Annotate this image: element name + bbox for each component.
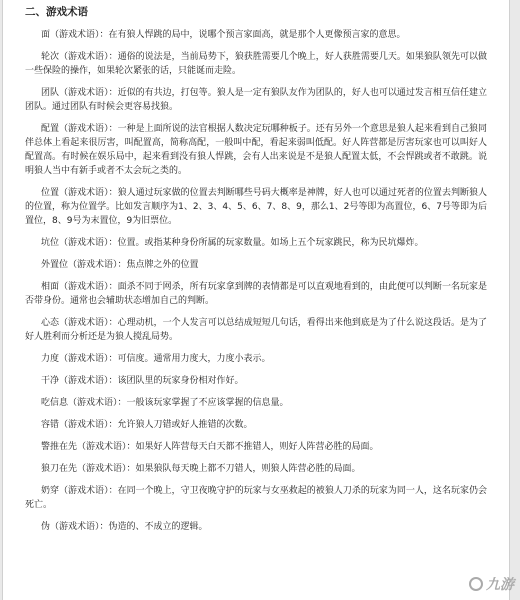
glossary-entry: 力度（游戏术语）：可信度。通常用力度大，力度小表示。 — [41, 354, 271, 364]
document-page — [2, 0, 510, 600]
glossary-entry: 坑位（游戏术语）：位置。或指某种身份所属的玩家数量。如场上五个玩家跳民，称为民坑爆炸。 — [41, 238, 424, 248]
glossary-entry: 吃信息（游戏术语）：一般该玩家掌握了不应该掌握的信息量。 — [41, 398, 289, 408]
jiuyou-logo-icon — [469, 577, 483, 591]
watermark — [469, 574, 514, 594]
glossary-entry: 相面（游戏术语）：面杀不同于网杀，所有玩家拿到牌的表情都是可以直观地看到的，由此便可以判断一名玩家是否带身份。通常也会辅助状态增加自己的判断。 — [25, 282, 487, 306]
glossary-entry: 团队（游戏术语）：近似的有共边，打包等。狼人是一定有狼队友作为团队的，好人也可以通过发言相互信任建立团队。通过团队有时候会更容易找狼。 — [25, 88, 487, 112]
glossary-entry: 外置位（游戏术语）：焦点牌之外的位置 — [41, 260, 199, 270]
glossary-entry: 奶穿（游戏术语）：在同一个晚上，守卫夜晚守护的玩家与女巫救起的被狼人刀杀的玩家为同一人，这名玩家仍会死亡。 — [25, 486, 487, 510]
glossary-entry: 面（游戏术语）：在有狼人悍跳的局中，说哪个预言家面高，就是那个人更像预言家的意思。 — [41, 30, 406, 40]
glossary-entry: 轮次（游戏术语）：通俗的说法是，当前局势下，狼获胜需要几个晚上，好人获胜需要几天。如果狼队领先可以做一些保险的操作，如果轮次紧张的话，只能诞而走险。 — [25, 52, 487, 76]
glossary-entry: 伪（游戏术语）：伪造的、不成立的逻辑。 — [41, 522, 208, 532]
watermark-text: 九游 — [486, 577, 514, 593]
glossary-entry: 心态（游戏术语）：心理动机，一个人发言可以总结成短短几句话，看得出来他到底是为了什么说这段话。是为了好人胜利而分析还是为狼人搅乱局势。 — [25, 318, 487, 342]
section-heading: 二、游戏术语 — [25, 6, 88, 18]
glossary-entry: 容错（游戏术语）：允许狼人刀错或好人推错的次数。 — [41, 420, 253, 430]
glossary-entry: 干净（游戏术语）：该团队里的玩家身份相对作好。 — [41, 376, 244, 386]
glossary-entry: 配置（游戏术语）：一种是上面所说的法官根据人数决定玩哪种板子。还有另外一个意思是狼人起来看到自己狼同伴总体上看起来很厉害，叫配置高，简称高配，一般叫中配，看起来弱叫低配。好人阵营都是厉害玩家也可以叫好人配置高。有时候在娱乐局中，起来看到没有狼人悍跳，会有人出来说是不是狼人配置太低，不会悍跳或者不敢跳。说明狼人当中有新手或者不太会玩之类的。 — [25, 124, 487, 176]
glossary-entry: 狼刀在先（游戏术语）：如果狼队每天晚上都不刀错人，则狼人阵营必胜的局面。 — [41, 464, 361, 474]
scrollbar[interactable] — [512, 0, 520, 600]
glossary-entry: 警推在先（游戏术语）：如果好人阵营每天白天都不推错人，则好人阵营必胜的局面。 — [41, 442, 379, 452]
glossary-entry: 位置（游戏术语）：狼人通过玩家做的位置去判断哪些号码大概率是神牌，好人也可以通过死者的位置去判断狼人的位置，称为位置学。比如发言顺序为1、2、3、4、5、6、7、8、9，那么1、2号等即为高置位，6、7号等即为后置位，8、9号为末置位，9为旧票位。 — [25, 188, 487, 226]
